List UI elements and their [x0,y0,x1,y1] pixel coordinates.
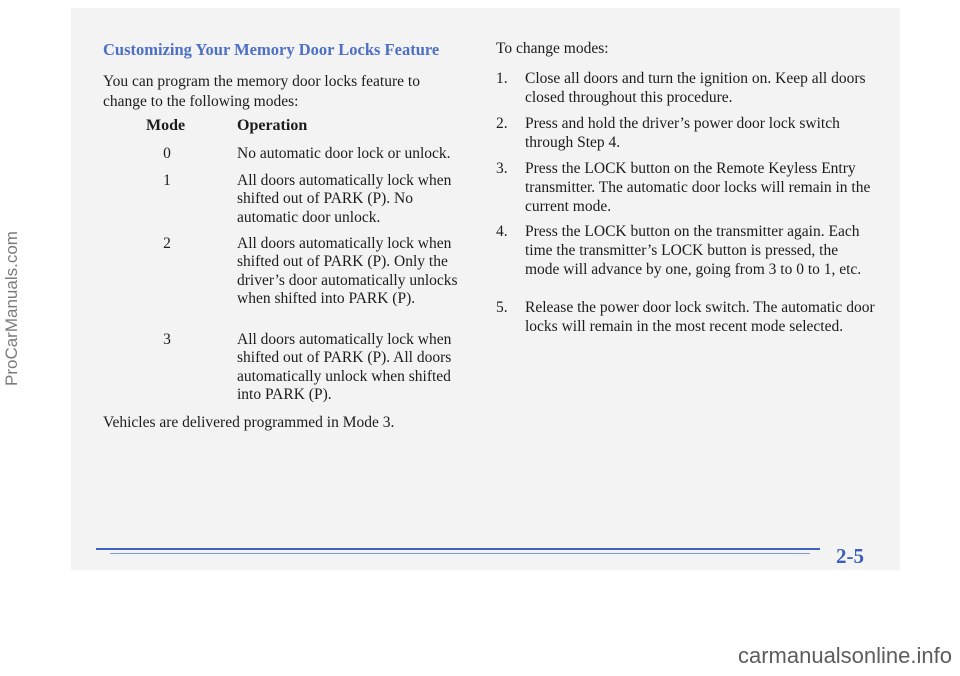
step-number: 3. [496,160,508,177]
default-mode-note: Vehicles are delivered programmed in Mode 3. [103,414,395,431]
mode-value: 3 [163,331,171,348]
step-number: 4. [496,223,508,240]
operation-description: No automatic door lock or unlock. [237,145,451,162]
operation-description: All doors automatically lock when shifted out of PARK (P). No automatic door unlock. [237,172,452,226]
operation-description: All doors automatically lock when shifted out of PARK (P). Only the driver’s door automatically unlocks when shifted into PARK (P). [237,235,458,308]
mode-value: 1 [163,172,171,189]
step-text: Press the LOCK button on the transmitter again. Each time the transmitter’s LOCK button is pressed, the mode will advance by one, going from 3 to 0 to 1, etc. [525,223,862,278]
operation-column-header: Operation [237,117,308,134]
step-text: Close all doors and turn the ignition on. Keep all doors closed throughout this procedure. [525,70,866,106]
mode-column-header: Mode [146,117,186,134]
section-heading: Customizing Your Memory Door Locks Feature [103,40,440,59]
footer-rule-secondary [110,553,810,554]
mode-value: 2 [163,235,171,252]
mode-value: 0 [163,145,171,162]
page-number: 2-5 [836,544,864,568]
intro-paragraph: You can program the memory door locks feature to change to the following modes: [103,73,420,110]
step-number: 5. [496,299,508,316]
step-number: 1. [496,70,508,87]
step-text: Press and hold the driver’s power door lock switch through Step 4. [525,115,840,151]
operation-description: All doors automatically lock when shifted out of PARK (P). All doors automatically unlock when shifted into PARK (P). [237,331,452,404]
step-number: 2. [496,115,508,132]
steps-intro: To change modes: [496,40,609,57]
bottom-watermark: carmanualsonline.info [737,643,952,668]
footer-rule-primary [96,548,820,550]
step-text: Release the power door lock switch. The automatic door locks will remain in the most recent mode selected. [525,299,875,335]
side-watermark-text: ProCarManuals.com [2,231,21,386]
step-text: Press the LOCK button on the Remote Keyless Entry transmitter. The automatic door locks will remain in the current mode. [525,160,871,215]
